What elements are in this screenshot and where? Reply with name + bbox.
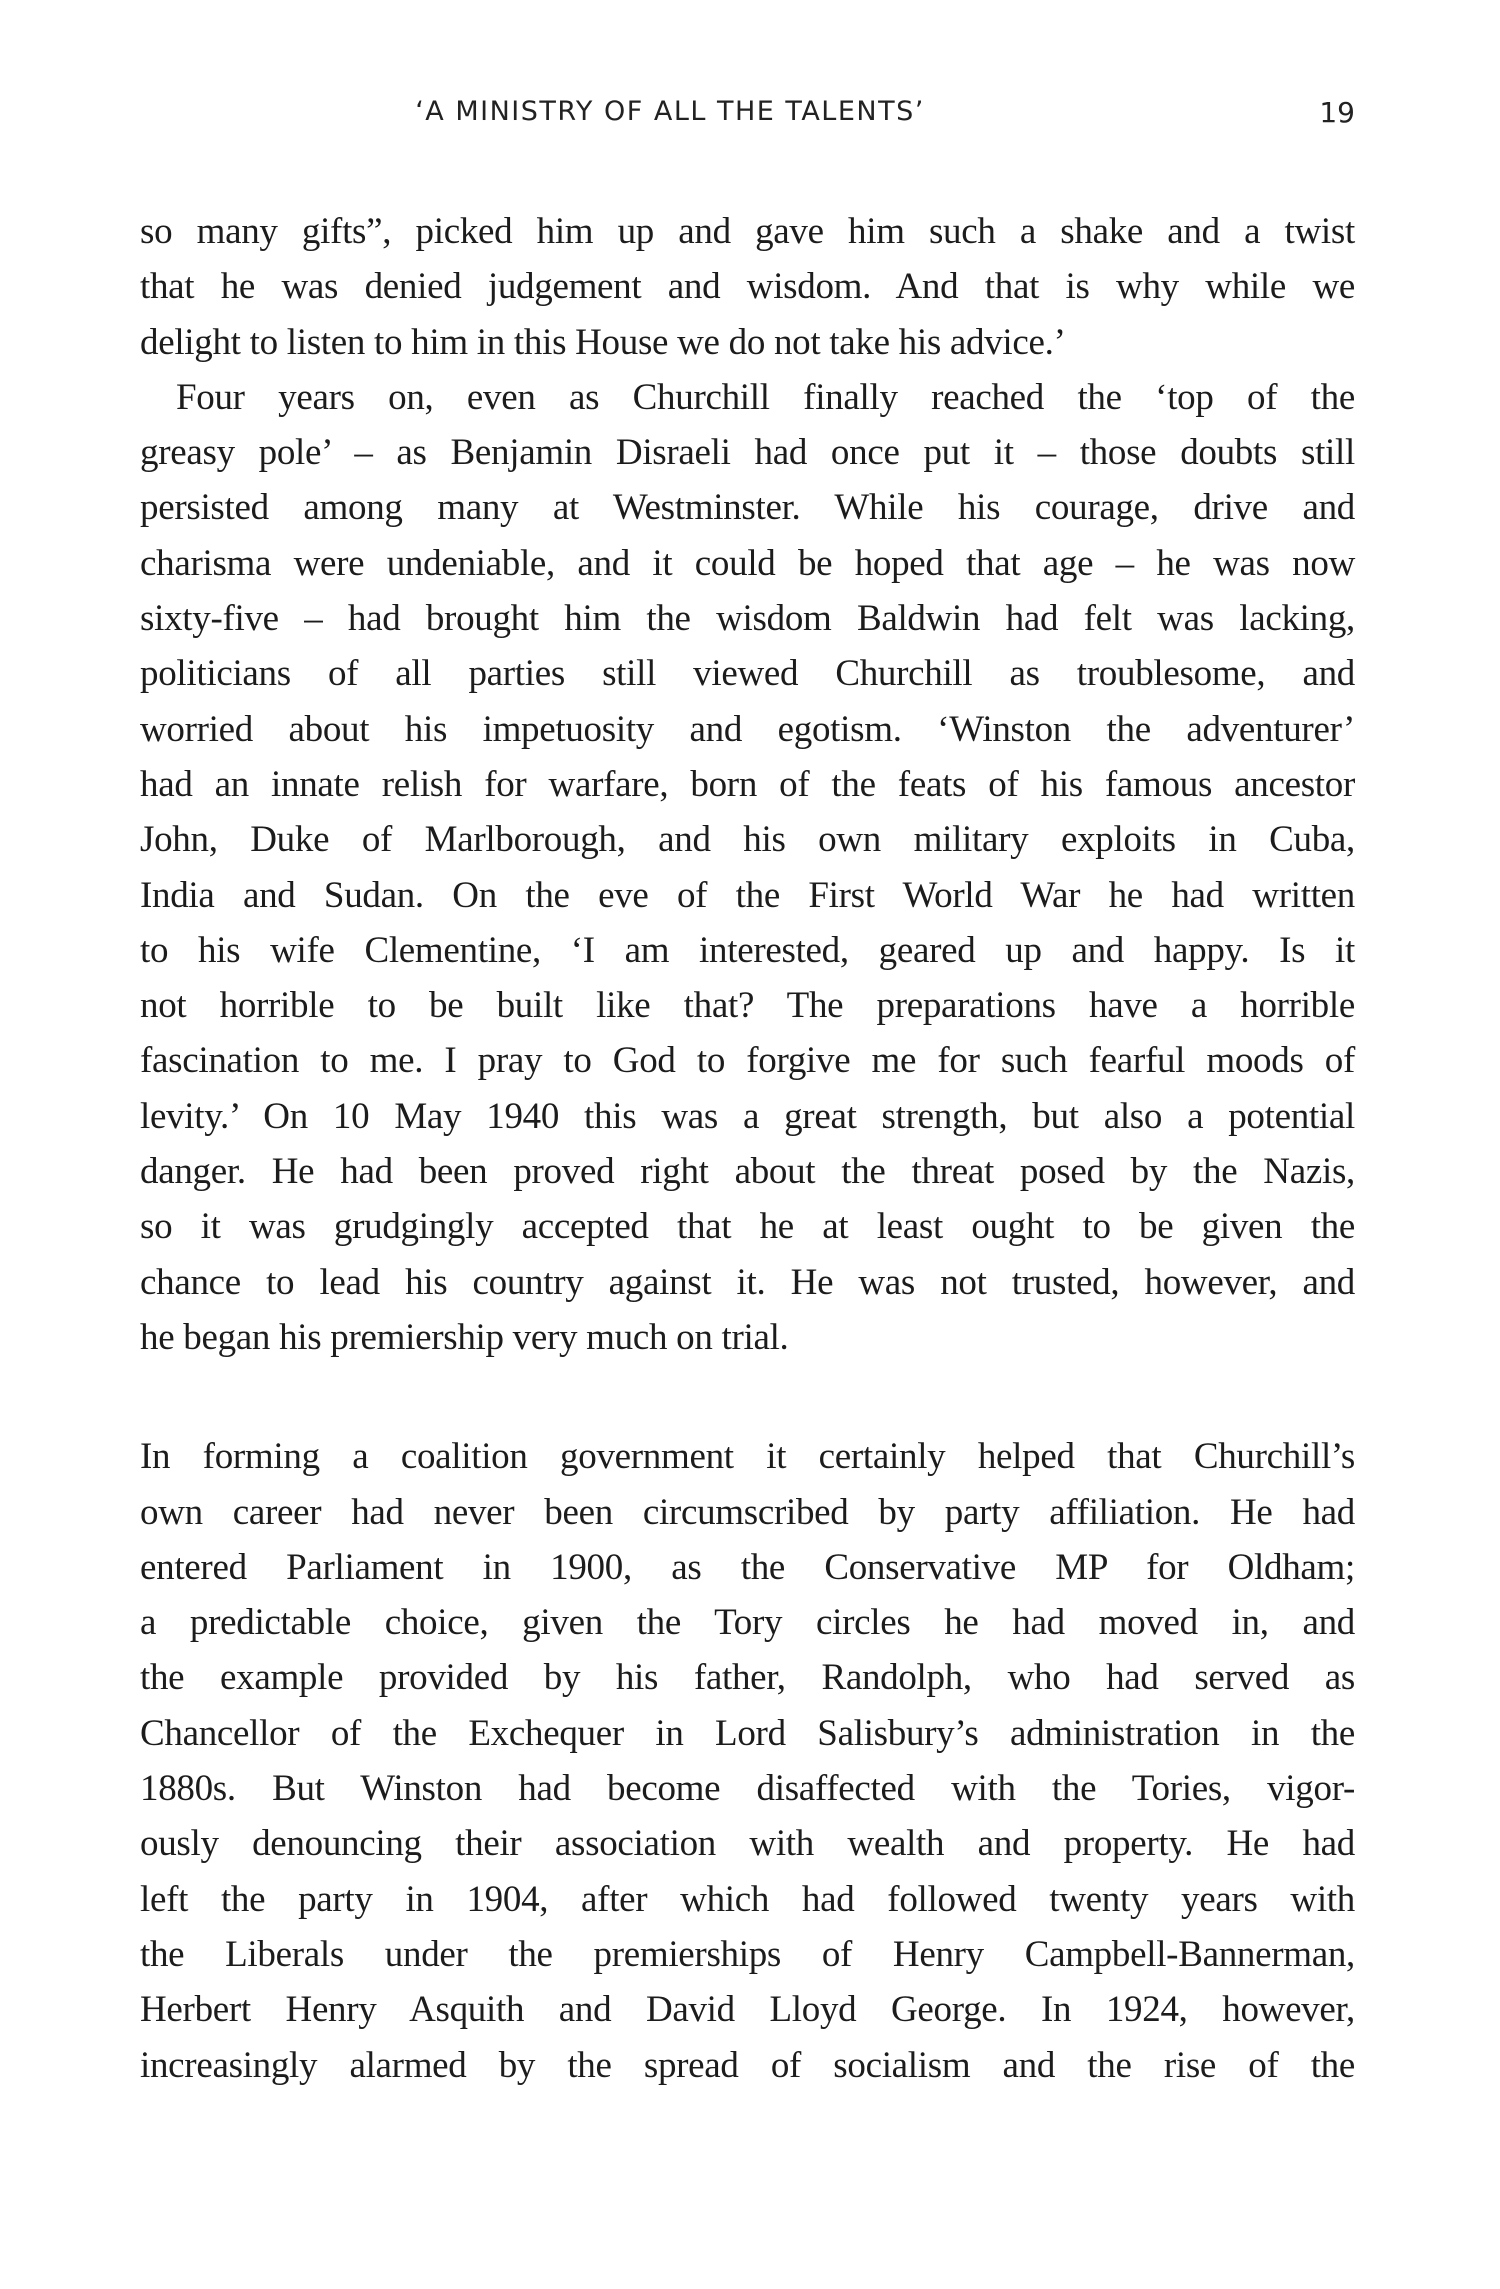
text-line: delight to listen to him in this House we do not take his advice.’: [140, 321, 1066, 363]
text-line: levity.’ On 10 May 1940 this was a great strength, but also a potential: [140, 1095, 1355, 1137]
text-line: greasy pole’ – as Benjamin Disraeli had once put it – those doubts still: [140, 432, 1355, 474]
text-line: so it was grudgingly accepted that he at least ought to be given the: [140, 1206, 1355, 1248]
text-line: Four years on, even as Churchill finally reached the ‘top of the: [176, 376, 1355, 418]
text-line: danger. He had been proved right about the threat posed by the Nazis,: [140, 1151, 1355, 1193]
text-line: persisted among many at Westminster. While his courage, drive and: [140, 487, 1355, 529]
body-text: [140, 204, 1355, 2093]
page-number: 19: [1319, 96, 1355, 129]
text-line: left the party in 1904, after which had followed twenty years with: [140, 1878, 1355, 1920]
text-line: charisma were undeniable, and it could be hoped that age – he was now: [140, 542, 1355, 584]
text-line: the example provided by his father, Randolph, who had served as: [140, 1657, 1355, 1699]
paragraph-1: [140, 204, 1355, 370]
text-line: fascination to me. I pray to God to forgive me for such fearful moods of: [140, 1040, 1355, 1082]
text-line: 1880s. But Winston had become disaffected with the Tories, vigor-: [140, 1768, 1355, 1810]
text-line: Herbert Henry Asquith and David Lloyd George. In 1924, however,: [140, 1989, 1355, 2031]
text-line: own career had never been circumscribed by party affiliation. He had: [140, 1491, 1355, 1533]
text-line: to his wife Clementine, ‘I am interested, geared up and happy. Is it: [140, 929, 1355, 971]
text-line: increasingly alarmed by the spread of socialism and the rise of the: [140, 2044, 1355, 2086]
text-line: John, Duke of Marlborough, and his own military exploits in Cuba,: [140, 819, 1355, 861]
text-line: politicians of all parties still viewed Churchill as troublesome, and: [140, 653, 1355, 695]
running-header: [140, 92, 1355, 132]
text-line: the Liberals under the premierships of Henry Campbell-Bannerman,: [140, 1933, 1355, 1975]
text-line: not horrible to be built like that? The preparations have a horrible: [140, 985, 1355, 1027]
text-line: sixty-five – had brought him the wisdom Baldwin had felt was lacking,: [140, 598, 1355, 640]
text-line: India and Sudan. On the eve of the First World War he had written: [140, 874, 1355, 916]
text-line: worried about his impetuosity and egotism. ‘Winston the adventurer’: [140, 708, 1355, 750]
text-line: he began his premiership very much on trial.: [140, 1316, 789, 1358]
text-line: Chancellor of the Exchequer in Lord Salisbury’s administration in the: [140, 1712, 1355, 1754]
text-line: entered Parliament in 1900, as the Conservative MP for Oldham;: [140, 1546, 1355, 1588]
text-line: a predictable choice, given the Tory circles he had moved in, and: [140, 1602, 1355, 1644]
text-line: that he was denied judgement and wisdom. And that is why while we: [140, 266, 1355, 308]
text-line: ously denouncing their association with wealth and property. He had: [140, 1823, 1355, 1865]
paragraph-3: [140, 1429, 1355, 2093]
text-line: had an innate relish for warfare, born of the feats of his famous ancestor: [140, 763, 1355, 805]
text-line: In forming a coalition government it certainly helped that Churchill’s: [140, 1436, 1355, 1478]
text-line: so many gifts”, picked him up and gave him such a shake and a twist: [140, 211, 1355, 252]
paragraph-2: [140, 370, 1355, 1365]
section-break: [140, 1365, 1355, 1429]
text-line: chance to lead his country against it. He was not trusted, however, and: [140, 1261, 1355, 1303]
chapter-running-title: ‘A MINISTRY OF ALL THE TALENTS’: [415, 96, 925, 127]
